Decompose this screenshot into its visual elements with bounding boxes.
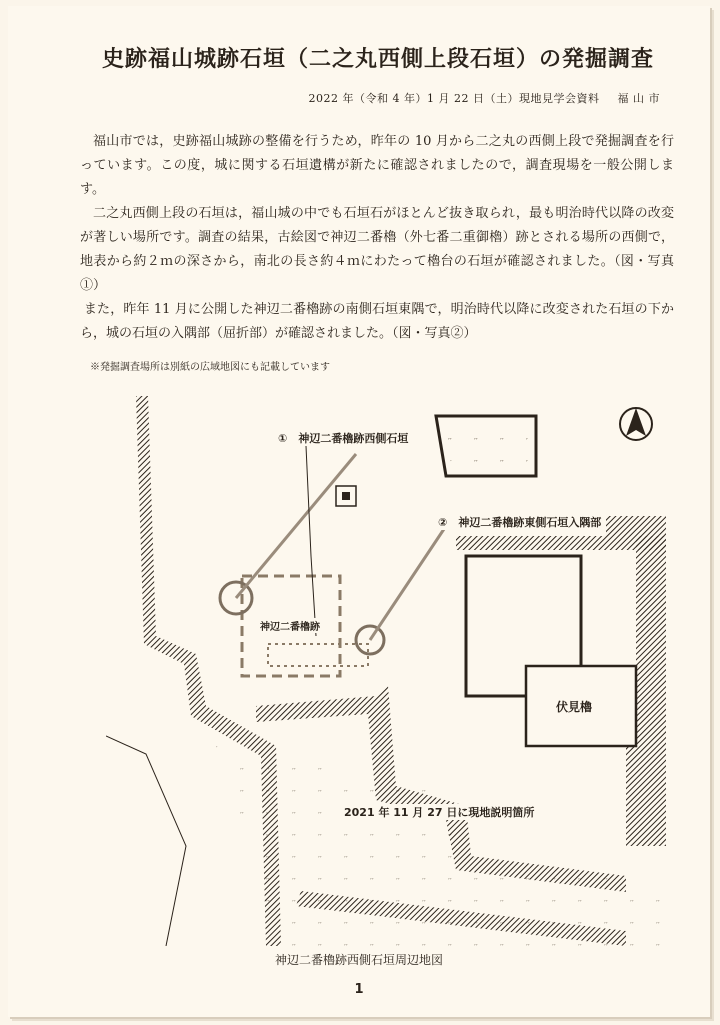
page-title: 史跡福山城跡石垣（二之丸西側上段石垣）の発掘調査 [101, 47, 654, 72]
map-label-1: ① 神辺二番櫓跡西側石垣 [278, 432, 409, 445]
body-paragraph-2: 二之丸西側上段の石垣は，福山城の中でも石垣石がほとんど抜き取られ，最も明治時代以降の改変が著しい場所です。調査の結果，古絵図で神辺二番櫓（外七番二重御櫓）跡とされる場所の西側で，地表から約２ｍの深さから，南北の長さ約４ｍにわたって櫓台の石垣が確認されました。（図・写真①） [80, 206, 674, 293]
page-number: 1 [354, 982, 364, 997]
document-page [8, 6, 710, 1017]
map-label-2: ② 神辺二番櫓跡東側石垣入隅部 [438, 516, 602, 529]
map-site-label: 神辺二番櫓跡 [258, 618, 322, 633]
document-organization: 福 山 市 [617, 92, 660, 105]
footnote: ※発掘調査場所は別紙の広域地図にも記載しています [90, 362, 330, 373]
map-caption: 神辺二番櫓跡西側石垣周辺地図 [274, 953, 443, 967]
map-drawing [106, 386, 666, 946]
map-explanation-label: 2021 年 11 月 27 日に現地説明箇所 [344, 806, 535, 819]
map-building-label: 伏見櫓 [556, 700, 593, 714]
document-subtitle [309, 90, 660, 106]
body-paragraph-3: また，昨年 11 月に公開した神辺二番櫓跡の南側石垣東隅で，明治時代以降に改変された石垣の下から，城の石垣の入隅部（屈折部）が確認されました。（図・写真②） [80, 302, 674, 341]
site-map [106, 386, 666, 946]
body-paragraph-1: 福山市では，史跡福山城跡の整備を行うため，昨年の 10 月から二之丸の西側上段で発掘調査を行っています。この度，城に関する石垣遺構が新たに確認されましたので，調査現場を一般公開します。 [80, 134, 674, 197]
document-date: 2022 年（令和 4 年）1 月 22 日（土）現地見学会資料 [308, 92, 600, 105]
body-text [80, 130, 674, 346]
